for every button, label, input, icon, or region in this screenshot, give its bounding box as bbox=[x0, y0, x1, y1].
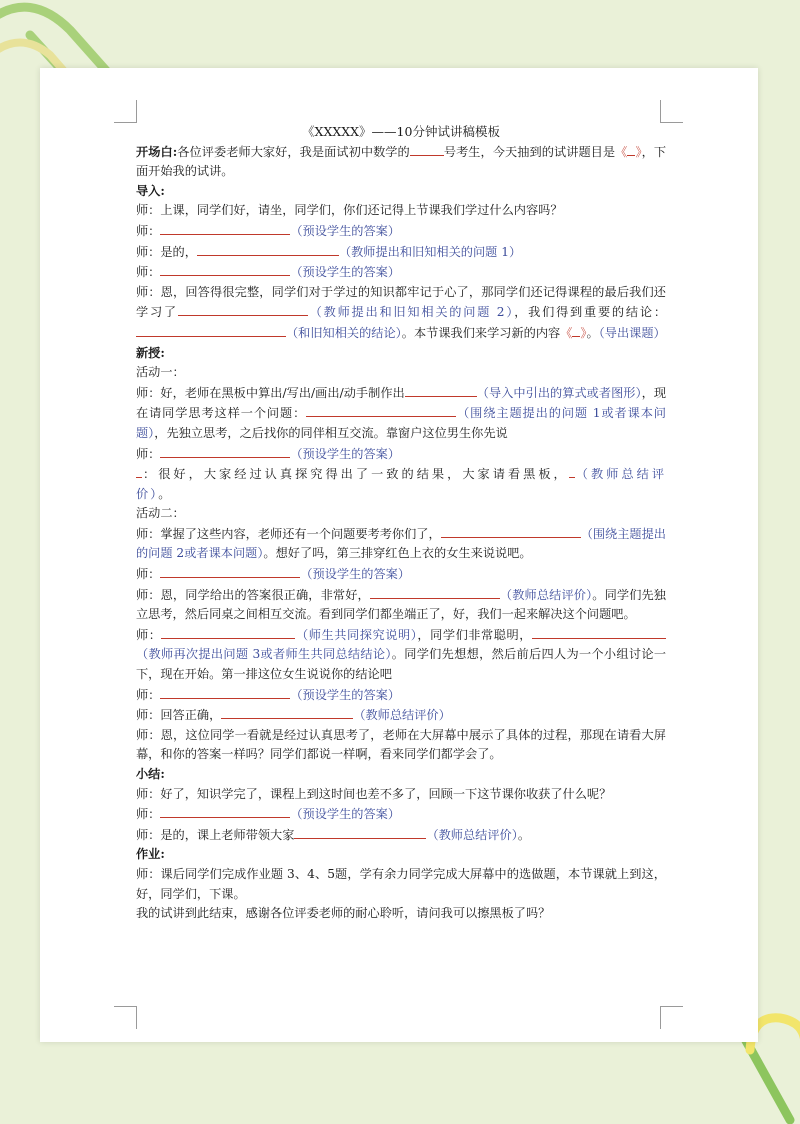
intro-heading: 导入: bbox=[136, 183, 165, 198]
crop-mark bbox=[114, 100, 137, 123]
crop-mark bbox=[114, 1006, 137, 1029]
intro-line: 师：是的， （教师提出和旧知相关的问题 1） bbox=[136, 242, 666, 263]
activity-two-line: 师： （预设学生的答案） bbox=[136, 564, 666, 585]
activity-one-paragraph: ：很好，大家经过认真探究得出了一致的结果，大家请看黑板， （教师总结评价）。 bbox=[136, 464, 666, 504]
activity-two-paragraph: 师：掌握了这些内容，老师还有一个问题要考考你们了， （围绕主题提出的问题 2或者课本问题）。想好了吗，第三排穿红色上衣的女生来说说吧。 bbox=[136, 524, 666, 564]
summary-line: 师：是的，课上老师带领大家 （教师总结评价）。 bbox=[136, 825, 666, 846]
summary-heading: 小结: bbox=[136, 767, 165, 781]
new-lesson-heading: 新授: bbox=[136, 345, 165, 360]
activity-two-paragraph: 师：恩，同学给出的答案很正确，非常好， （教师总结评价）。同学们先独立思考，然后同桌之间相互交流。看到同学们都坐端正了，好，我们一起来解决这个问题吧。 bbox=[136, 585, 666, 625]
document-title: 《XXXXX》——10分钟试讲稿模板 bbox=[302, 124, 500, 139]
homework-heading: 作业: bbox=[136, 847, 165, 862]
intro-line: 师： （预设学生的答案） bbox=[136, 221, 666, 242]
intro-paragraph: 师：恩，回答得很完整，同学们对于学过的知识都牢记于心了，那同学们还记得课程的最后我们还学习了 （教师提出和旧知相关的问题 2），我们得到重要的结论：（和旧知相关的结论）。本节课我们来学习新的内容《 》。（导出课题） bbox=[136, 284, 667, 340]
activity-one-paragraph: 师：好，老师在黑板中算出/写出/画出/动手制作出 （导入中引出的算式或者图形），现在请同学思考这样一个问题： （围绕主题提出的问题 1或者课本问题），先独立思考，之后找你的同伴相互交流。靠窗户这位男生你先说 bbox=[136, 383, 666, 444]
crop-mark bbox=[660, 100, 683, 123]
opening-paragraph: 开场白:各位评委老师大家好，我是面试初中数学的 号考生，今天抽到的试讲题目是《 》，下面开始我的试讲。 bbox=[136, 142, 666, 182]
activity-two-line: 师： （预设学生的答案） bbox=[136, 685, 666, 706]
intro-line: 师： （预设学生的答案） bbox=[136, 262, 666, 283]
intro-line: 师：上课，同学们好，请坐，同学们，你们还记得上节课我们学过什么内容吗？ bbox=[136, 203, 563, 218]
summary-line: 师： （预设学生的答案） bbox=[136, 804, 666, 825]
activity-one-line: 师： （预设学生的答案） bbox=[136, 444, 666, 465]
document-body bbox=[136, 122, 666, 924]
crop-mark bbox=[660, 1006, 683, 1029]
summary-line: 师：好了，知识学完了，课程上到这时间也差不多了，回顾一下这节课你收获了什么呢？ bbox=[136, 786, 612, 801]
homework-paragraph: 师：课后同学们完成作业题 3、4、5题，学有余力同学完成大屏幕中的选做题，本节课就上到这，好，同学们，下课。 bbox=[136, 866, 666, 901]
activity-one-label: 活动一： bbox=[136, 365, 185, 380]
activity-two-paragraph: 师：恩，这位同学一看就是经过认真思考了，老师在大屏幕中展示了具体的过程，那现在请看大屏幕，和你的答案一样吗？同学们都说一样啊，看来同学们都学会了。 bbox=[136, 727, 666, 762]
activity-two-paragraph: 师： （师生共同探究说明），同学们非常聪明，（教师再次提出问题 3或者师生共同总结结论）。同学们先想想，然后前后四人为一个小组讨论一下，现在开始。第一排这位女生说说你的结论吧 bbox=[136, 625, 666, 685]
activity-two-line: 师：回答正确， （教师总结评价） bbox=[136, 705, 666, 726]
activity-two-label: 活动二： bbox=[136, 506, 185, 521]
closing-line: 我的试讲到此结束，感谢各位评委老师的耐心聆听，请问我可以擦黑板了吗？ bbox=[136, 906, 551, 921]
